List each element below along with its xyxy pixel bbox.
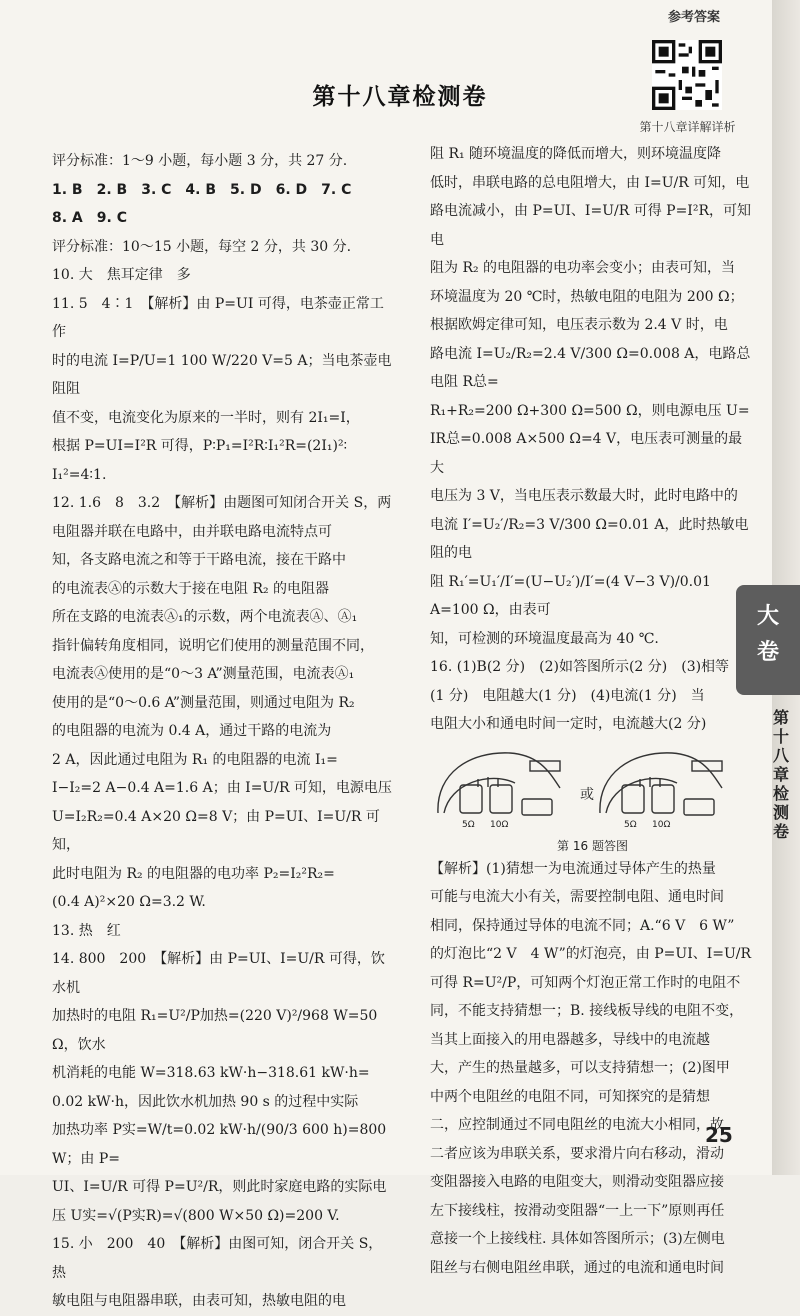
text-line: 16. (1)B(2 分) (2)如答图所示(2 分) (3)相等	[430, 659, 730, 675]
tab-bottom-char: 卷	[756, 640, 779, 665]
right-column	[430, 140, 755, 1282]
text-line: 二者应该为串联关系，要求滑片向右移动，滑动	[430, 1145, 724, 1162]
text-line: 1. B 2. B 3. C 4. B 5. D 6. D 7. C	[52, 181, 352, 198]
text-line: 左下接线柱，按滑动变阻器“一上一下”原则再任	[430, 1202, 725, 1219]
text-line: 意接一个上接线柱. 具体如答图所示；(3)左侧电	[430, 1231, 725, 1247]
resistor-label-right: 10Ω	[652, 819, 671, 830]
text-line: 2 A，因此通过电阻为 R₁ 的电阻器的电流 I₁=	[52, 751, 338, 768]
text-line: 阻丝与右侧电阻丝串联，通过的电流和通电时间	[430, 1259, 724, 1276]
text-line: 13. 热 红	[52, 922, 121, 939]
text-line: 低时，串联电路的总电阻增大，由 I=U/R 可知，电	[430, 174, 750, 191]
resistor-label-left: 5Ω	[624, 819, 637, 830]
text-line: 此时电阻为 R₂ 的电阻器的电功率 P₂=I₂²R₂=	[52, 865, 335, 882]
text-line: 12. 1.6 8 3.2 【解析】由题图可知闭合开关 S，两	[52, 495, 392, 511]
resistor-label-left: 5Ω	[462, 819, 475, 830]
text-line: 根据 P=UI=I²R 可得，P∶P₁=I²R∶I₁²R=(2I₁)²∶	[52, 438, 348, 454]
text-line: 二，应控制通过不同电阻丝的电流大小相同，故	[430, 1117, 724, 1133]
text-line: (1 分) 电阻越大(1 分) (4)电流(1 分) 当	[430, 687, 705, 704]
text-line: 评分标准：1～9 小题，每小题 3 分，共 27 分.	[52, 153, 348, 169]
text-line: 机消耗的电能 W=318.63 kW·h−318.61 kW·h=	[52, 1065, 370, 1081]
text-line: 阻为 R₂ 的电阻器的电功率会变小；由表可知，当	[430, 260, 736, 276]
text-line: IR总=0.008 A×500 Ω=4 V，电压表可测量的最大	[430, 431, 743, 476]
text-line: 阻 R₁ 随环境温度的降低而增大，则环境温度降	[430, 146, 722, 162]
text-line: 所在支路的电流表Ⓐ₁的示数，两个电流表Ⓐ、Ⓐ₁	[52, 609, 358, 625]
text-line: 使用的是“0～0.6 A”测量范围，则通过电阻为 R₂	[52, 694, 355, 711]
circuit-diagram	[430, 743, 750, 835]
text-line: R₁+R₂=200 Ω+300 Ω=500 Ω，则电源电压 U=	[430, 402, 750, 419]
text-line: 可得 R=U²/P，可知两个灯泡正常工作时的电阻不	[430, 974, 741, 991]
text-line: 的灯泡比“2 V 4 W”的灯泡亮，由 P=UI、I=U/R	[430, 946, 752, 962]
tab-top-char: 大	[756, 604, 779, 629]
text-line: I−I₂=2 A−0.4 A=1.6 A；由 I=U/R 可知，电源电压	[52, 780, 392, 796]
section-tab[interactable]	[736, 585, 800, 695]
text-line: 阻 R₁′=U₁′/I′=(U−U₂′)/I′=(4 V−3 V)/0.01 A=100 Ω，由表可	[430, 573, 711, 618]
circuit-figure	[430, 743, 750, 835]
text-line: 根据欧姆定律可知，电压表示数为 2.4 V 时，电	[430, 317, 728, 333]
text-line: 变阻器接入电路的电阻变大，则滑动变阻器应接	[430, 1174, 724, 1190]
text-line: 环境温度为 20 ℃时，热敏电阻的电阻为 200 Ω；	[430, 288, 744, 305]
text-line: 中两个电阻丝的电阻不同，可知探究的是猜想	[430, 1088, 710, 1105]
text-line: 时的电流 I=P/U=1 100 W/220 V=5 A；当电茶壶电阻阻	[52, 352, 392, 397]
text-line: 知，各支路电流之和等于干路电流，接在干路中	[52, 552, 346, 568]
text-line: 的电阻器的电流为 0.4 A，通过干路的电流为	[52, 723, 332, 739]
text-line: 当其上面接入的用电器越多，导线中的电流越	[430, 1031, 710, 1048]
resistor-label-right: 10Ω	[490, 819, 509, 830]
page-number: 25	[705, 1123, 733, 1147]
text-line: 压 U实=√(P实R)=√(800 W×50 Ω)=200 V.	[52, 1207, 340, 1224]
text-line: 同，不能支持猜想一；B. 接线板导线的电阻不变，	[430, 1003, 744, 1019]
side-chapter-label: 第十八章检测卷	[772, 708, 789, 841]
figure-caption: 第 16 题答图	[557, 838, 628, 853]
text-line: 知，可检测的环境温度最高为 40 ℃.	[430, 630, 659, 647]
text-line: 指针偏转角度相同，说明它们使用的测量范围不同，	[52, 637, 374, 654]
text-line: I₁²=4∶1.	[52, 466, 107, 483]
text-line: 敏电阻与电阻器串联，由表可知，热敏电阻的电	[52, 1293, 346, 1309]
text-line: 评分标准：10～15 小题，每空 2 分，共 30 分.	[52, 238, 352, 255]
answer-label: 参考答案	[667, 10, 720, 25]
text-line: 大，产生的热量越多，可以支持猜想一；(2)图甲	[430, 1060, 730, 1076]
text-line: 电阻器并联在电路中，由并联电路电流特点可	[52, 523, 332, 540]
text-line: 相同，保持通过导体的电流不同；A.“6 V 6 W”	[430, 917, 735, 934]
page-title: 第十八章检测卷	[312, 84, 488, 110]
text-line: 10. 大 焦耳定律 多	[52, 267, 191, 283]
text-line: 可能与电流大小有关，需要控制电阻、通电时间	[430, 889, 724, 905]
qr-code-icon[interactable]	[652, 40, 722, 110]
text-line: 【解析】(1)猜想一为电流通过导体产生的热量	[430, 860, 716, 877]
text-line: 电压为 3 V，当电压表示数最大时，此时电路中的	[430, 488, 738, 504]
text-line: 电阻大小和通电时间一定时，电流越大(2 分)	[430, 716, 707, 732]
text-line: 电流 I′=U₂′/R₂=3 V/300 Ω=0.01 A，此时热敏电阻的电	[430, 516, 749, 561]
text-line: 加热时的电阻 R₁=U²/P加热=(220 V)²/968 W=50 Ω，饮水	[52, 1008, 378, 1053]
text-line: 11. 5 4∶1 【解析】由 P=UI 可得，电茶壶正常工作	[52, 295, 384, 340]
text-line: UI、I=U/R 可得 P=U²/R，则此时家庭电路的实际电	[52, 1179, 387, 1195]
text-line: U=I₂R₂=0.4 A×20 Ω=8 V；由 P=UI、I=U/R 可知，	[52, 808, 380, 853]
left-column	[52, 147, 392, 1316]
text-line: 值不变，电流变化为原来的一半时，则有 2I₁=I，	[52, 409, 360, 426]
text-line: 加热功率 P实=W/t=0.02 kW·h/(90/3 600 h)=800 W；由 P=	[52, 1122, 387, 1167]
text-line: 14. 800 200 【解析】由 P=UI、I=U/R 可得，饮水机	[52, 951, 385, 996]
text-line: 电流表Ⓐ使用的是“0～3 A”测量范围，电流表Ⓐ₁	[52, 666, 355, 682]
text-line: 0.02 kW·h，因此饮水机加热 90 s 的过程中实际	[52, 1093, 359, 1110]
qr-caption: 第十八章详解详析	[639, 120, 736, 134]
text-line: 8. A 9. C	[52, 210, 127, 226]
text-line: 的电流表Ⓐ的示数大于接在电阻 R₂ 的电阻器	[52, 580, 330, 597]
text-line: 路电流减小，由 P=UI、I=U/R 可得 P=I²R，可知电	[430, 203, 751, 248]
or-label: 或	[580, 786, 594, 803]
text-line: (0.4 A)²×20 Ω=3.2 W.	[52, 894, 206, 910]
text-line: 路电流 I=U₂/R₂=2.4 V/300 Ω=0.008 A，电路总电阻 R总=	[430, 345, 751, 390]
text-line: 15. 小 200 40 【解析】由图可知，闭合开关 S，热	[52, 1236, 383, 1281]
